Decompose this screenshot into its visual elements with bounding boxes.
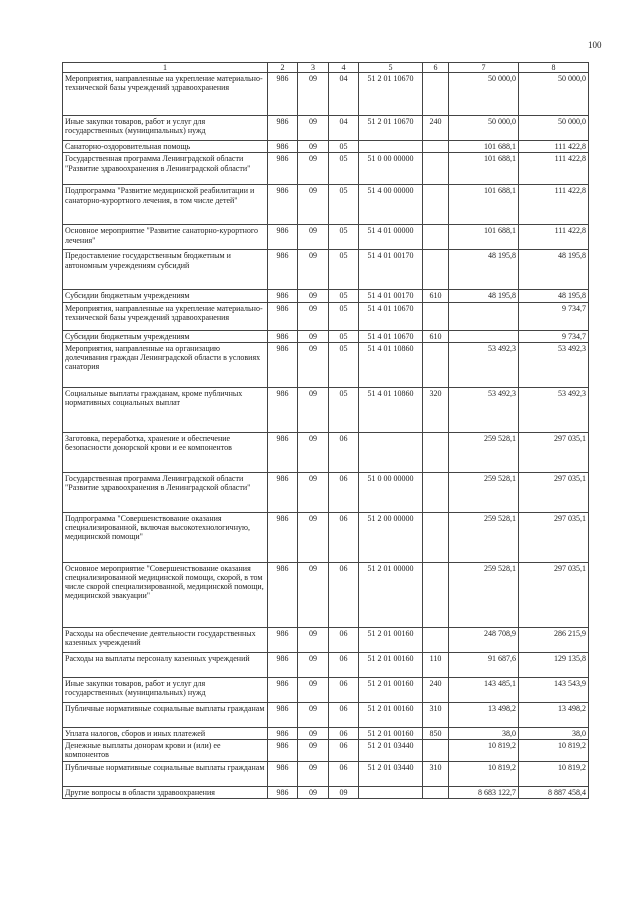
cell-code: 986 [268, 562, 298, 627]
row-name: Социальные выплаты гражданам, кроме публичных нормативных социальных выплат [63, 387, 268, 432]
table-row [63, 73, 589, 116]
cell-target: 51 0 00 00000 [359, 153, 423, 185]
cell-subsection: 06 [329, 512, 359, 562]
row-name: Уплата налогов, сборов и иных платежей [63, 727, 268, 739]
cell-amount-2: 297 035,1 [519, 472, 589, 512]
cell-code: 986 [268, 225, 298, 250]
row-name: Государственная программа Ленинградской области "Развитие здравоохранения в Ленинградской области" [63, 153, 268, 185]
cell-target: 51 4 01 10670 [359, 302, 423, 330]
cell-amount-2: 9 734,7 [519, 302, 589, 330]
cell-section: 09 [298, 141, 329, 153]
cell-target: 51 2 01 10670 [359, 73, 423, 116]
row-name: Мероприятия, направленные на укрепление материально-технической базы учреждений здравоохранения [63, 73, 268, 116]
cell-subsection: 05 [329, 302, 359, 330]
cell-expense-type [423, 472, 449, 512]
cell-expense-type [423, 562, 449, 627]
cell-target: 51 4 01 00000 [359, 225, 423, 250]
cell-section: 09 [298, 472, 329, 512]
cell-section: 09 [298, 702, 329, 727]
column-header: 4 [329, 63, 359, 73]
row-name: Заготовка, переработка, хранение и обеспечение безопасности донорской крови и ее компонентов [63, 432, 268, 472]
cell-subsection: 05 [329, 387, 359, 432]
cell-subsection: 06 [329, 677, 359, 702]
cell-amount-1: 259 528,1 [449, 472, 519, 512]
cell-amount-1: 248 708,9 [449, 627, 519, 652]
cell-amount-2: 53 492,3 [519, 342, 589, 387]
budget-table [62, 62, 589, 799]
cell-subsection: 06 [329, 562, 359, 627]
row-name: Подпрограмма "Развитие медицинской реабилитации и санаторно-курортного лечения, в том числе детей" [63, 185, 268, 225]
cell-amount-2: 8 887 458,4 [519, 786, 589, 798]
cell-subsection: 05 [329, 330, 359, 342]
cell-code: 986 [268, 330, 298, 342]
cell-section: 09 [298, 727, 329, 739]
cell-amount-2: 13 498,2 [519, 702, 589, 727]
cell-amount-2: 111 422,8 [519, 225, 589, 250]
cell-target: 51 2 01 00160 [359, 727, 423, 739]
row-name: Расходы на выплаты персоналу казенных учреждений [63, 652, 268, 677]
cell-code: 986 [268, 141, 298, 153]
cell-section: 09 [298, 512, 329, 562]
cell-expense-type [423, 225, 449, 250]
cell-section: 09 [298, 677, 329, 702]
cell-expense-type [423, 141, 449, 153]
cell-target [359, 786, 423, 798]
cell-code: 986 [268, 761, 298, 786]
table-row [63, 727, 589, 739]
table-row [63, 562, 589, 627]
cell-section: 09 [298, 761, 329, 786]
cell-amount-1: 101 688,1 [449, 225, 519, 250]
cell-amount-1: 101 688,1 [449, 185, 519, 225]
row-name: Субсидии бюджетным учреждениям [63, 290, 268, 302]
cell-amount-1 [449, 302, 519, 330]
table-row [63, 116, 589, 141]
table-row [63, 141, 589, 153]
cell-target: 51 4 00 00000 [359, 185, 423, 225]
cell-section: 09 [298, 330, 329, 342]
cell-amount-2: 53 492,3 [519, 387, 589, 432]
table-row [63, 702, 589, 727]
cell-amount-2: 9 734,7 [519, 330, 589, 342]
row-name: Основное мероприятие "Совершенствование оказания специализированной медицинской помощи, скорой, в том числе скорой специализированной, медицинской помощи, медицинской эвакуации" [63, 562, 268, 627]
cell-code: 986 [268, 387, 298, 432]
cell-target: 51 2 01 00000 [359, 562, 423, 627]
table-row [63, 290, 589, 302]
cell-amount-1 [449, 330, 519, 342]
cell-subsection: 05 [329, 290, 359, 302]
table-row [63, 677, 589, 702]
cell-amount-2: 48 195,8 [519, 290, 589, 302]
cell-code: 986 [268, 185, 298, 225]
cell-code: 986 [268, 290, 298, 302]
column-header: 3 [298, 63, 329, 73]
cell-subsection: 06 [329, 761, 359, 786]
cell-expense-type: 610 [423, 290, 449, 302]
cell-code: 986 [268, 116, 298, 141]
cell-subsection: 05 [329, 342, 359, 387]
cell-target: 51 2 01 00160 [359, 677, 423, 702]
cell-expense-type [423, 185, 449, 225]
cell-code: 986 [268, 652, 298, 677]
cell-subsection: 04 [329, 73, 359, 116]
cell-code: 986 [268, 342, 298, 387]
cell-subsection: 06 [329, 702, 359, 727]
cell-target: 51 2 01 00160 [359, 627, 423, 652]
cell-subsection: 06 [329, 739, 359, 761]
cell-amount-1: 13 498,2 [449, 702, 519, 727]
table-row [63, 761, 589, 786]
table-row [63, 250, 589, 290]
table-row [63, 185, 589, 225]
cell-amount-2: 286 215,9 [519, 627, 589, 652]
cell-subsection: 06 [329, 627, 359, 652]
cell-expense-type [423, 73, 449, 116]
cell-subsection: 05 [329, 225, 359, 250]
column-header: 2 [268, 63, 298, 73]
cell-amount-2: 297 035,1 [519, 432, 589, 472]
cell-target: 51 0 00 00000 [359, 472, 423, 512]
cell-subsection: 09 [329, 786, 359, 798]
cell-code: 986 [268, 786, 298, 798]
cell-amount-1: 10 819,2 [449, 761, 519, 786]
cell-amount-2: 143 543,9 [519, 677, 589, 702]
cell-target: 51 4 01 10860 [359, 342, 423, 387]
cell-code: 986 [268, 727, 298, 739]
cell-code: 986 [268, 250, 298, 290]
cell-code: 986 [268, 677, 298, 702]
cell-amount-1: 48 195,8 [449, 290, 519, 302]
cell-amount-1: 259 528,1 [449, 562, 519, 627]
cell-expense-type: 240 [423, 116, 449, 141]
cell-code: 986 [268, 302, 298, 330]
table-row [63, 512, 589, 562]
cell-section: 09 [298, 73, 329, 116]
cell-amount-2: 111 422,8 [519, 153, 589, 185]
cell-expense-type [423, 250, 449, 290]
row-name: Предоставление государственным бюджетным и автономным учреждениям субсидий [63, 250, 268, 290]
cell-amount-2: 10 819,2 [519, 761, 589, 786]
cell-target: 51 2 00 00000 [359, 512, 423, 562]
cell-target: 51 2 01 03440 [359, 761, 423, 786]
cell-target: 51 4 01 00170 [359, 290, 423, 302]
cell-section: 09 [298, 116, 329, 141]
cell-section: 09 [298, 290, 329, 302]
cell-expense-type: 850 [423, 727, 449, 739]
cell-amount-1: 53 492,3 [449, 387, 519, 432]
cell-amount-1: 50 000,0 [449, 73, 519, 116]
row-name: Расходы на обеспечение деятельности государственных казенных учреждений [63, 627, 268, 652]
cell-code: 986 [268, 472, 298, 512]
table-row [63, 472, 589, 512]
column-header: 6 [423, 63, 449, 73]
row-name: Мероприятия, направленные на укрепление материально-технической базы учреждений здравоохранения [63, 302, 268, 330]
cell-subsection: 06 [329, 727, 359, 739]
cell-amount-1: 91 687,6 [449, 652, 519, 677]
row-name: Публичные нормативные социальные выплаты гражданам [63, 702, 268, 727]
cell-code: 986 [268, 702, 298, 727]
cell-code: 986 [268, 153, 298, 185]
cell-subsection: 05 [329, 185, 359, 225]
cell-amount-1: 101 688,1 [449, 141, 519, 153]
cell-code: 986 [268, 73, 298, 116]
cell-amount-1: 50 000,0 [449, 116, 519, 141]
cell-target: 51 4 01 10860 [359, 387, 423, 432]
cell-section: 09 [298, 302, 329, 330]
cell-code: 986 [268, 627, 298, 652]
cell-expense-type: 310 [423, 702, 449, 727]
cell-subsection: 04 [329, 116, 359, 141]
cell-section: 09 [298, 185, 329, 225]
cell-section: 09 [298, 652, 329, 677]
cell-section: 09 [298, 562, 329, 627]
table-row [63, 432, 589, 472]
table-row [63, 330, 589, 342]
cell-expense-type: 240 [423, 677, 449, 702]
cell-target: 51 4 01 10670 [359, 330, 423, 342]
cell-amount-1: 101 688,1 [449, 153, 519, 185]
cell-target: 51 4 01 00170 [359, 250, 423, 290]
cell-section: 09 [298, 387, 329, 432]
cell-amount-2: 297 035,1 [519, 512, 589, 562]
table-row [63, 225, 589, 250]
row-name: Иные закупки товаров, работ и услуг для государственных (муниципальных) нужд [63, 116, 268, 141]
cell-expense-type [423, 739, 449, 761]
table-row [63, 627, 589, 652]
table-row [63, 342, 589, 387]
cell-amount-1: 38,0 [449, 727, 519, 739]
row-name: Другие вопросы в области здравоохранения [63, 786, 268, 798]
cell-expense-type [423, 627, 449, 652]
row-name: Государственная программа Ленинградской области "Развитие здравоохранения в Ленинградской области" [63, 472, 268, 512]
cell-target [359, 141, 423, 153]
cell-subsection: 06 [329, 432, 359, 472]
cell-amount-2: 111 422,8 [519, 185, 589, 225]
cell-amount-2: 50 000,0 [519, 73, 589, 116]
table-row [63, 652, 589, 677]
row-name: Субсидии бюджетным учреждениям [63, 330, 268, 342]
cell-amount-2: 38,0 [519, 727, 589, 739]
cell-code: 986 [268, 739, 298, 761]
cell-amount-1: 53 492,3 [449, 342, 519, 387]
column-header: 8 [519, 63, 589, 73]
table-row [63, 786, 589, 798]
cell-section: 09 [298, 250, 329, 290]
cell-expense-type [423, 786, 449, 798]
cell-subsection: 06 [329, 472, 359, 512]
table-row [63, 387, 589, 432]
row-name: Публичные нормативные социальные выплаты гражданам [63, 761, 268, 786]
cell-amount-2: 48 195,8 [519, 250, 589, 290]
cell-expense-type: 310 [423, 761, 449, 786]
cell-amount-2: 297 035,1 [519, 562, 589, 627]
table-header-row [63, 63, 589, 73]
cell-section: 09 [298, 342, 329, 387]
column-header: 7 [449, 63, 519, 73]
cell-code: 986 [268, 512, 298, 562]
cell-amount-1: 48 195,8 [449, 250, 519, 290]
cell-amount-1: 259 528,1 [449, 512, 519, 562]
cell-amount-1: 8 683 122,7 [449, 786, 519, 798]
cell-expense-type [423, 302, 449, 330]
cell-subsection: 05 [329, 153, 359, 185]
column-header: 5 [359, 63, 423, 73]
row-name: Мероприятия, направленные на организацию долечивания граждан Ленинградской области в условиях санатория [63, 342, 268, 387]
cell-expense-type [423, 512, 449, 562]
cell-section: 09 [298, 432, 329, 472]
cell-amount-2: 10 819,2 [519, 739, 589, 761]
table-row [63, 302, 589, 330]
cell-amount-2: 129 135,8 [519, 652, 589, 677]
cell-section: 09 [298, 153, 329, 185]
cell-expense-type [423, 342, 449, 387]
cell-section: 09 [298, 739, 329, 761]
cell-target: 51 2 01 00160 [359, 652, 423, 677]
row-name: Санаторно-оздоровительная помощь [63, 141, 268, 153]
cell-section: 09 [298, 786, 329, 798]
cell-section: 09 [298, 627, 329, 652]
page-number: 100 [588, 40, 602, 50]
cell-amount-1: 143 485,1 [449, 677, 519, 702]
cell-expense-type [423, 432, 449, 472]
cell-subsection: 05 [329, 250, 359, 290]
cell-amount-2: 111 422,8 [519, 141, 589, 153]
row-name: Иные закупки товаров, работ и услуг для государственных (муниципальных) нужд [63, 677, 268, 702]
row-name: Денежные выплаты донорам крови и (или) ее компонентов [63, 739, 268, 761]
row-name: Основное мероприятие "Развитие санаторно-курортного лечения" [63, 225, 268, 250]
cell-amount-2: 50 000,0 [519, 116, 589, 141]
cell-subsection: 06 [329, 652, 359, 677]
table-row [63, 739, 589, 761]
cell-amount-1: 10 819,2 [449, 739, 519, 761]
column-header: 1 [63, 63, 268, 73]
cell-expense-type: 320 [423, 387, 449, 432]
cell-code: 986 [268, 432, 298, 472]
cell-amount-1: 259 528,1 [449, 432, 519, 472]
row-name: Подпрограмма "Совершенствование оказания специализированной, включая высокотехнологичную, медицинской помощи" [63, 512, 268, 562]
cell-expense-type: 110 [423, 652, 449, 677]
cell-target: 51 2 01 00160 [359, 702, 423, 727]
cell-subsection: 05 [329, 141, 359, 153]
cell-expense-type [423, 153, 449, 185]
cell-target: 51 2 01 10670 [359, 116, 423, 141]
cell-expense-type: 610 [423, 330, 449, 342]
cell-target [359, 432, 423, 472]
cell-target: 51 2 01 03440 [359, 739, 423, 761]
table-row [63, 153, 589, 185]
cell-section: 09 [298, 225, 329, 250]
